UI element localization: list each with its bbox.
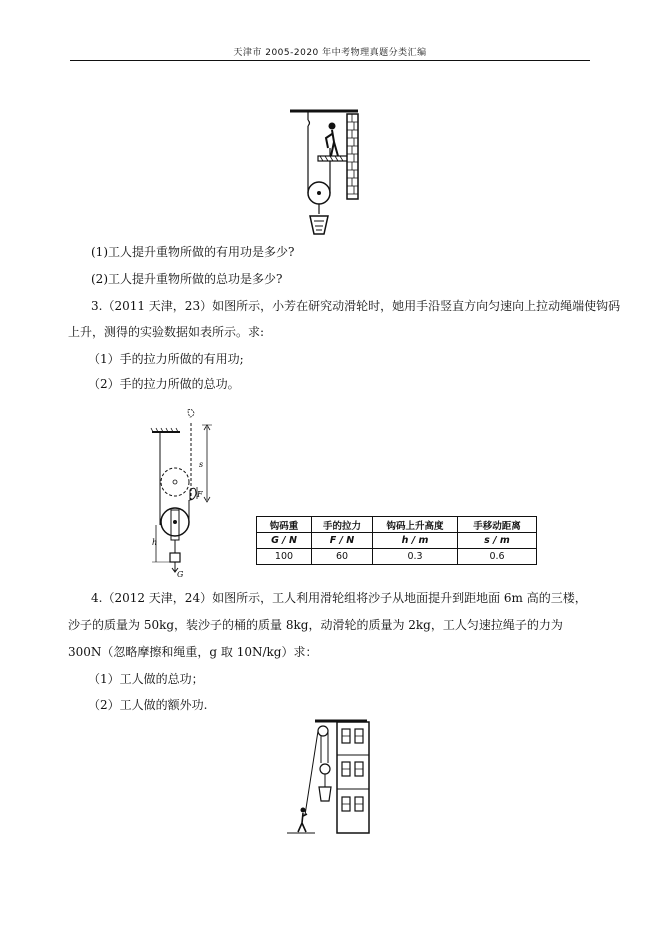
table-cell: s / m	[458, 533, 537, 549]
q2-sub2: (2)工人提升重物所做的总功是多少?	[91, 272, 283, 286]
label-G: G	[177, 570, 184, 579]
q3-sub1: （1）手的拉力所做的有用功;	[88, 352, 244, 366]
table-cell: 手的拉力	[312, 517, 373, 533]
q4-text: 4.（2012 天津，24）如图所示，工人利用滑轮组将沙子从地面提升到距地面 6m 高的三楼，沙子的质量为 50kg，装沙子的桶的质量 8kg，动滑轮的质量为 2kg，工人匀速拉绳子的力为 300N（忽略摩擦和绳重，g 取 10N/kg）求：	[68, 591, 587, 659]
table-cell: 0.6	[458, 549, 537, 565]
table-header-row	[257, 517, 537, 533]
table-cell: F / N	[312, 533, 373, 549]
table-cell: 60	[312, 549, 373, 565]
label-h: h	[152, 538, 158, 547]
header-divider	[70, 60, 590, 61]
table-cell: G / N	[257, 533, 312, 549]
table-cell: 手移动距离	[458, 517, 537, 533]
page-header: 天津市 2005-2020 年中考物理真题分类汇编	[233, 48, 427, 58]
table-cell: 0.3	[373, 549, 458, 565]
table-cell: h / m	[373, 533, 458, 549]
q3-sub2: （2）手的拉力所做的总功。	[88, 377, 240, 391]
table-cell: 钩码上升高度	[373, 517, 458, 533]
q2-sub1: (1)工人提升重物所做的有用功是多少?	[91, 245, 295, 259]
table-unit-row	[257, 533, 537, 549]
table-cell: 钩码重	[257, 517, 312, 533]
label-F: F	[197, 490, 203, 499]
table-cell: 100	[257, 549, 312, 565]
q3-line2: 上升，测得的实验数据如表所示。求:	[68, 325, 265, 339]
experiment-data-table	[256, 516, 537, 565]
figure-movable-pulley	[150, 405, 230, 580]
figure-worker-pulley	[288, 108, 368, 243]
q4-sub1: （1）工人做的总功；	[88, 672, 204, 686]
label-s: s	[199, 460, 204, 469]
q3-line1: 3.（2011 天津，23）如图所示，小芳在研究动滑轮时，她用手沿竖直方向匀速向上拉动绳端使钩码	[91, 299, 621, 313]
table-row	[257, 549, 537, 565]
q4-sub2: （2）工人做的额外功.	[88, 698, 208, 712]
figure-building-pulley	[285, 717, 385, 837]
